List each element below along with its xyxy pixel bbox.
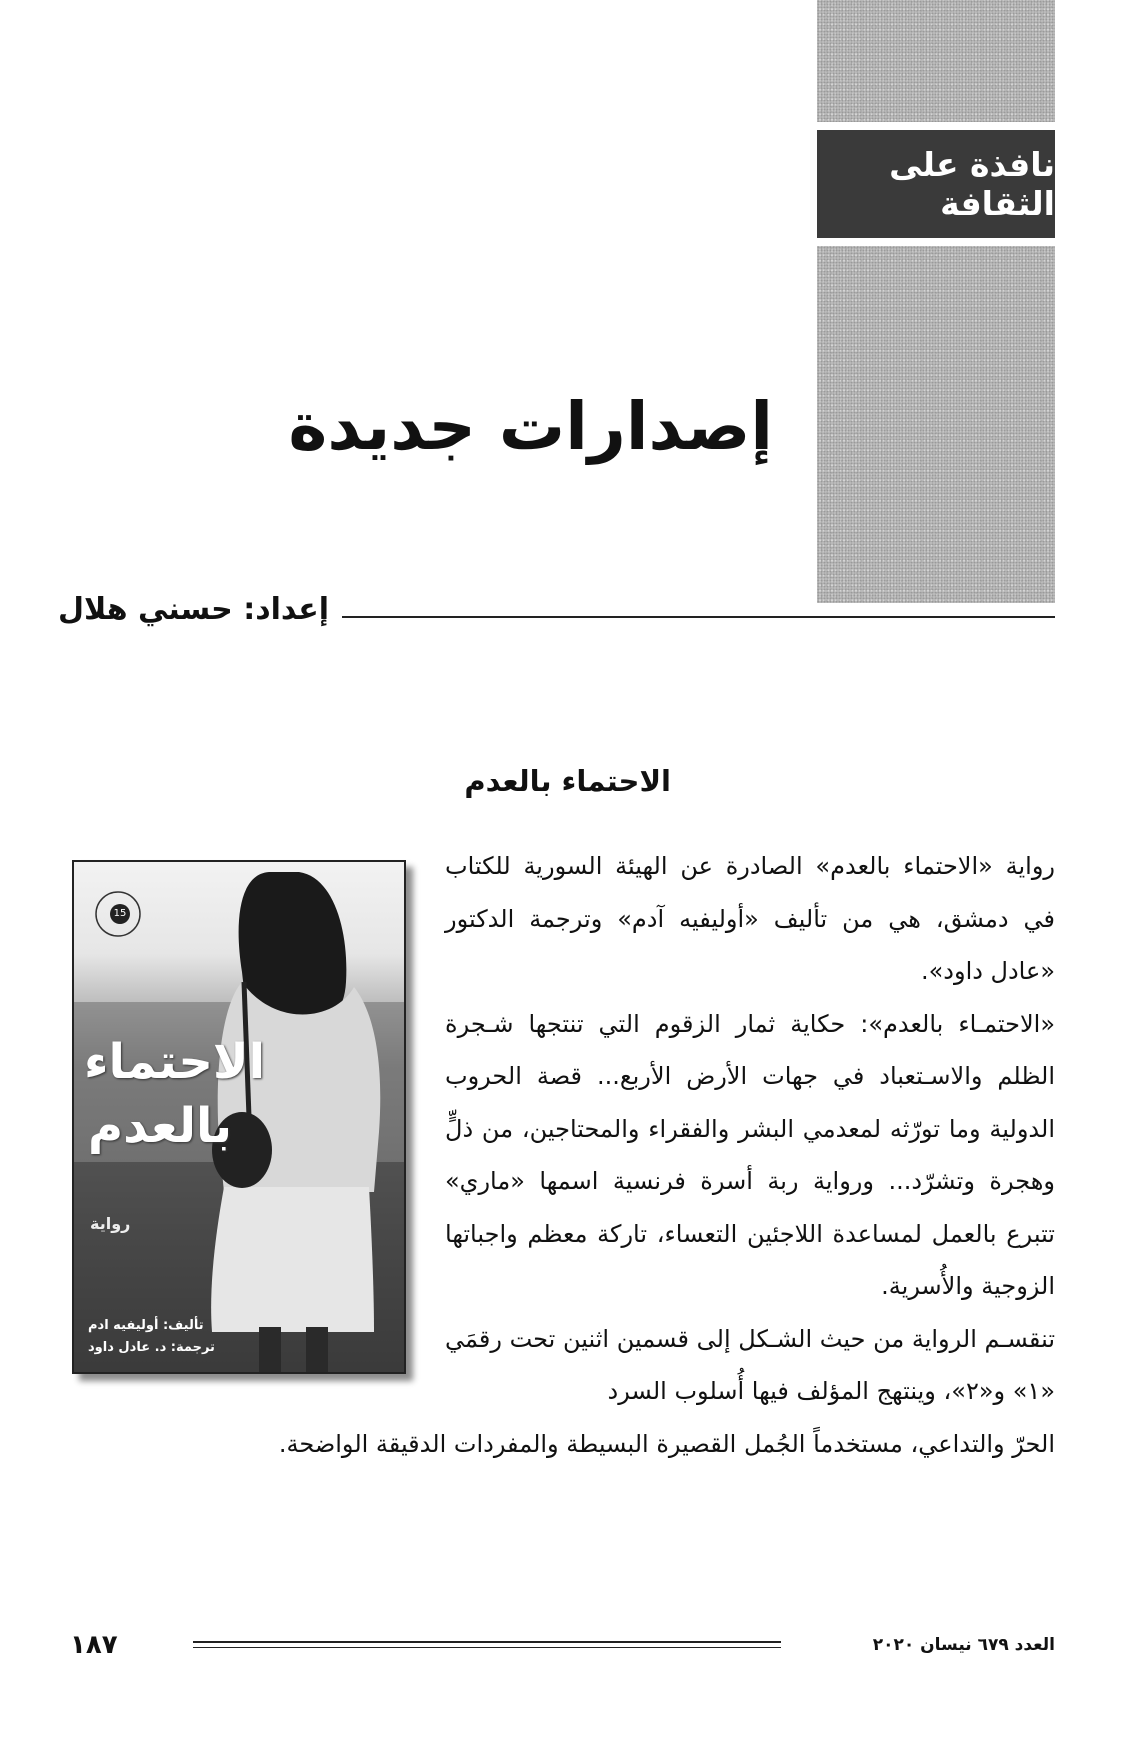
footer-divider bbox=[193, 1647, 781, 1648]
footer-divider bbox=[193, 1641, 781, 1643]
author-credit: إعداد: حسني هلال bbox=[57, 592, 329, 627]
decorative-texture-block bbox=[817, 0, 1055, 122]
cover-genre: رواية bbox=[90, 1214, 131, 1233]
article-body bbox=[445, 840, 1055, 1418]
cover-title: بالعدم bbox=[88, 1098, 233, 1154]
article-paragraph: رواية «الاحتماء بالعدم» الصادرة عن الهيئة السورية للكتاب في دمشق، هي من تأليف «أوليفيه آدم» وترجمة الدكتور «عادل داود». bbox=[445, 852, 1055, 985]
page-title: إصدارات جديدة bbox=[288, 388, 773, 465]
article-title: الاحتماء بالعدم bbox=[464, 764, 671, 798]
author-divider bbox=[342, 616, 1055, 618]
cover-translator: ترجمة: د. عادل داود bbox=[88, 1340, 215, 1355]
section-label: نافذة على الثقافة bbox=[817, 130, 1055, 238]
book-cover-image bbox=[72, 860, 406, 1374]
cover-author: تأليف: أوليفيه ادم bbox=[88, 1318, 204, 1333]
page-number: ١٨٧ bbox=[70, 1630, 118, 1660]
cover-series-badge: 15 bbox=[110, 904, 130, 924]
cover-title: الاحتماء bbox=[84, 1034, 266, 1090]
issue-info: العدد ٦٧٩ نيسان ٢٠٢٠ bbox=[872, 1635, 1055, 1655]
article-paragraph: «الاحتمـاء بالعدم»: حكاية ثمار الزقوم التي تنتجها شـجرة الظلم والاسـتعباد في جهات الأرض الأربع... قصة الحروب الدولية وما تورّثه لمعدمي البشر والفقراء والمحتاجين، من ذلٍّ وهجرة وتشرّد... ورواية ربة أسرة فرنسية اسمها «ماري» تتبرع بالعمل لمساعدة اللاجئين التعساء، تاركة معظم واجباتها الزوجية والأُسرية. bbox=[445, 1009, 1055, 1300]
article-paragraph: تنقسـم الرواية من حيث الشـكل إلى قسمين اثنين تحت رقمَي «١» و«٢»، وينتهج المؤلف فيها أُسلوب السرد bbox=[445, 1324, 1055, 1405]
article-paragraph-continuation: الحرّ والتداعي، مستخدماً الجُمل القصيرة البسيطة والمفردات الدقيقة الواضحة. bbox=[278, 1430, 1055, 1458]
decorative-texture-block bbox=[817, 246, 1055, 603]
